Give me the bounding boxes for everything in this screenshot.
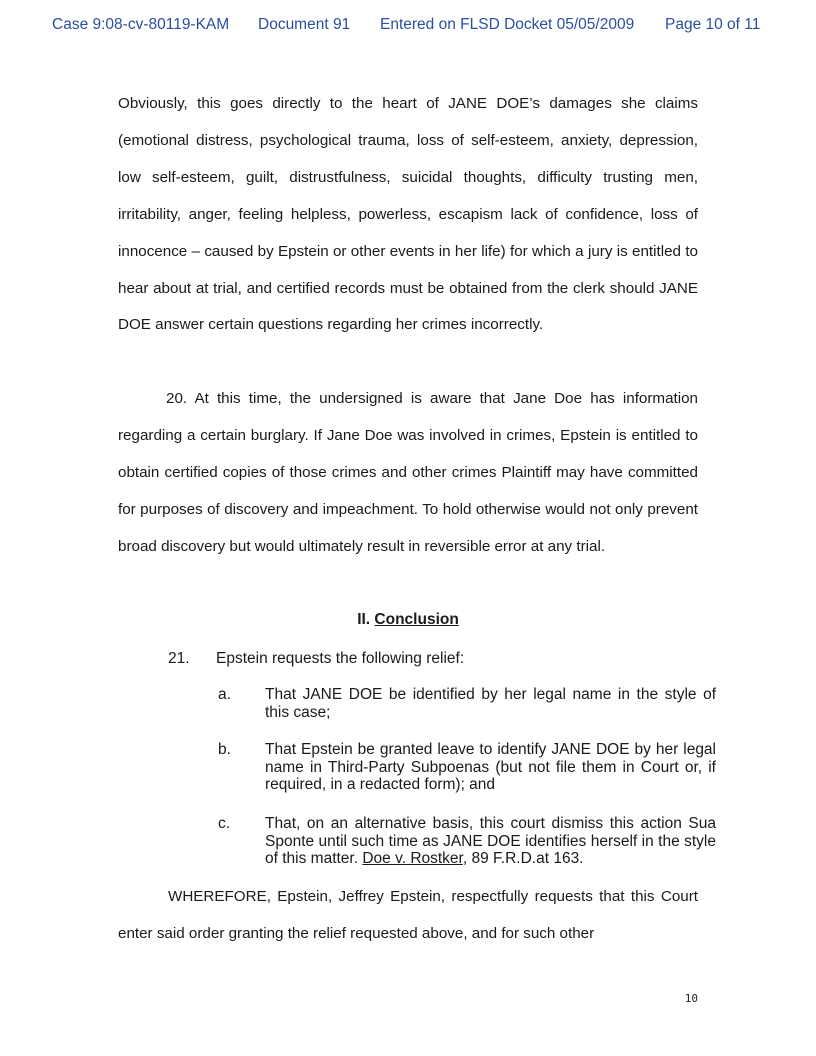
- case-number: Case 9:08-cv-80119-KAM: [52, 16, 230, 33]
- page-number: 10: [684, 992, 698, 1005]
- section-heading: [0, 611, 816, 629]
- paragraph-21-text: Epstein requests the following relief:: [216, 650, 465, 667]
- relief-item-text: That, on an alternative basis, this court dismiss this action Sua Sponte until such time as JANE DOE identifies herself in the style of this matter.: [265, 815, 716, 867]
- relief-item-text: That JANE DOE be identified by her legal name in the style of this case;: [265, 686, 716, 721]
- section-title: Conclusion: [374, 611, 459, 628]
- paragraph-21: [168, 650, 464, 668]
- document-number: Document 91: [258, 16, 351, 33]
- case-citation-name: Doe v. Rostker: [362, 850, 463, 867]
- relief-item-letter: a.: [218, 686, 231, 703]
- relief-item-text-group: [265, 815, 716, 868]
- relief-item-c: [218, 815, 716, 868]
- relief-item-letter: b.: [218, 741, 231, 758]
- relief-item-a: [218, 686, 716, 721]
- relief-item-letter: c.: [218, 815, 231, 832]
- page-of-pages: Page 10 of 11: [665, 16, 761, 33]
- wherefore-clause: WHEREFORE, Epstein, Jeffrey Epstein, respectfully requests that this Court enter said order granting the relief requested above, and for such other: [118, 888, 698, 942]
- relief-item-b: [218, 741, 716, 794]
- section-number: II.: [357, 611, 371, 628]
- paragraph-damages: Obviously, this goes directly to the heart of JANE DOE’s damages she claims (emotional distress, psychological trauma, loss of self-esteem, anxiety, depression, low self-esteem, guilt, distrustfulness, suicidal thoughts, difficulty trusting men, irritability, anger, feeling helpless, powerless, escapism lack of confidence, loss of innocence – caused by Epstein or other events in her life) for which a jury is entitled to hear about at trial, and certified records must be obtained from the clerk should JANE DOE answer certain questions regarding her crimes incorrectly.: [118, 95, 698, 334]
- relief-item-text: That Epstein be granted leave to identify JANE DOE by her legal name in Third-Party Subpoenas (but not file them in Court or, if required, in a redacted form); and: [265, 741, 716, 793]
- docket-entry: Entered on FLSD Docket 05/05/2009: [380, 16, 635, 33]
- paragraph-20: 20. At this time, the undersigned is aware that Jane Doe has information regarding a certain burglary. If Jane Doe was involved in crimes, Epstein is entitled to obtain certified copies of those crimes and other crimes Plaintiff may have committed for purposes of discovery and impeachment. To hold otherwise would not only prevent broad discovery but would ultimately result in reversible error at any trial.: [118, 390, 698, 555]
- paragraph-21-number: 21.: [168, 650, 190, 667]
- case-citation: , 89 F.R.D.at 163.: [462, 850, 584, 867]
